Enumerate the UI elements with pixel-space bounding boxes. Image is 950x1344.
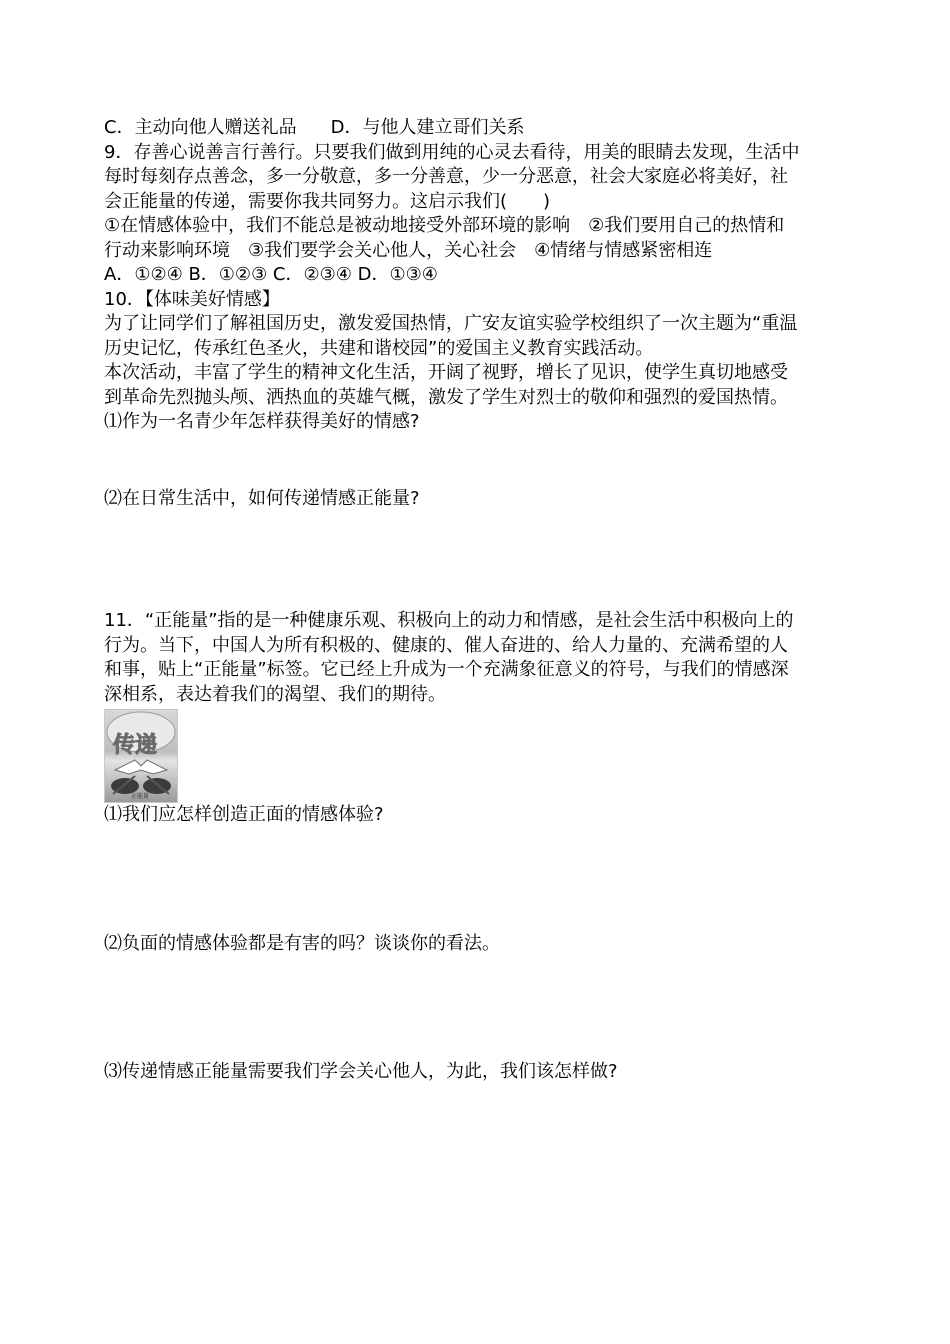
q9-statements-line-2: 行动来影响环境 ③我们要学会关心他人，关心社会 ④情绪与情感紧密相连 — [104, 239, 713, 261]
positive-energy-illustration — [104, 709, 178, 803]
worksheet-page — [104, 116, 849, 1085]
q11-subquestion-1: ⑴我们应怎样创造正面的情感体验? — [104, 804, 384, 825]
q8-options-row — [104, 116, 849, 141]
q8-option-c: C．主动向他人赠送礼品 — [104, 117, 297, 138]
q11-subquestion-3: ⑶传递情感正能量需要我们学会关心他人，为此，我们该怎样做? — [104, 1061, 618, 1082]
illustration-word: 传递 — [113, 733, 158, 758]
q9-statements-line-1: ①在情感体验中，我们不能总是被动地接受外部环境的影响 ②我们要用自己的热情和 — [104, 215, 785, 236]
q9-stem-line-2: 每时每刻存点善念，多一分敬意，多一分善意，少一分恶意，社会大家庭必将美好，社 — [104, 166, 788, 187]
q11-answer-space-1 — [104, 828, 849, 932]
q9-stem-line-1: 9．存善心说善言行善行。只要我们做到用纯的心灵去看待，用美的眼睛去发现，生活中 — [104, 141, 800, 163]
q9-answer-choices: A．①②④ B．①②③ C．②③④ D．①③④ — [104, 264, 438, 285]
q10-paragraph-1-line-2: 历史记忆，传承红色圣火，共建和谐校园”的爱国主义教育实践活动。 — [104, 337, 654, 359]
q10-subquestion-2: ⑵在日常生活中，如何传递情感正能量? — [104, 487, 420, 509]
q10-heading: 10．【体味美好情感】 — [104, 288, 280, 310]
q8-option-d: D．与他人建立哥们关系 — [330, 117, 525, 138]
q11-stem-line-3: 和事，贴上“正能量”标签。它已经上升成为一个充满象征意义的符号，与我们的情感深 — [104, 659, 789, 680]
q10-answer-space-2 — [104, 511, 849, 609]
q11-answer-space-2 — [104, 956, 849, 1060]
q10-paragraph-2-line-1: 本次活动，丰富了学生的精神文化生活，开阔了视野，增长了见识，使学生真切地感受 — [104, 362, 788, 383]
q10-paragraph-1-line-1: 为了让同学们了解祖国历史，激发爱国热情，广安友谊实验学校组织了一次主题为“重温 — [104, 313, 798, 334]
q10-subquestion-1: ⑴作为一名青少年怎样获得美好的情感? — [104, 411, 420, 432]
q9-stem-line-3: 会正能量的传递，需要你我共同努力。这启示我们( ) — [104, 190, 551, 212]
q10-answer-space-1 — [104, 435, 849, 487]
q11-stem-line-2: 行为。当下，中国人为所有积极的、健康的、催人奋进的、给人力量的、充满希望的人 — [104, 634, 788, 656]
q11-stem-line-1: 11．“正能量”指的是一种健康乐观、积极向上的动力和情感，是社会生活中积极向上的 — [104, 610, 794, 631]
q11-stem-line-4: 深相系，表达着我们的渴望、我们的期待。 — [104, 683, 446, 705]
illustration-caption: 正能量 — [131, 793, 150, 800]
q10-paragraph-2-line-2: 到革命先烈抛头颅、洒热血的英雄气概，激发了学生对烈士的敬仰和强烈的爱国热情。 — [104, 386, 788, 408]
q11-subquestion-2: ⑵负面的情感体验都是有害的吗？谈谈你的看法。 — [104, 932, 500, 954]
